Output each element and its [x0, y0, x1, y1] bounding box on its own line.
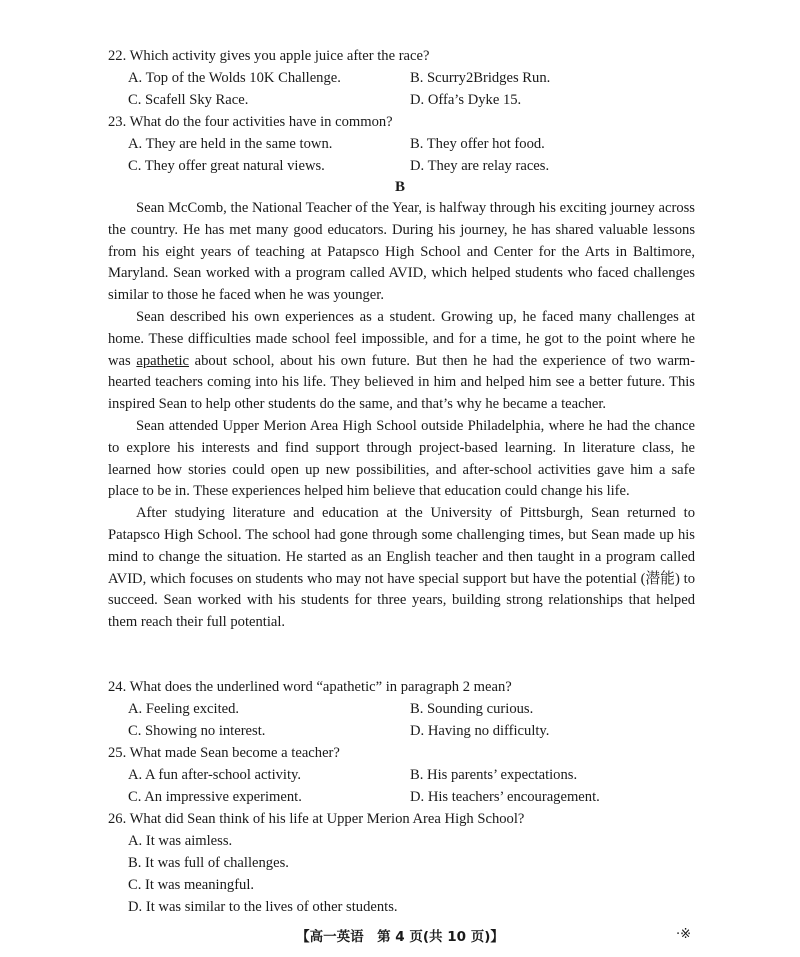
question-22-option-c: C. Scafell Sky Race.: [128, 92, 249, 108]
passage-paragraph-4: After studying literature and education at the University of Pittsburgh, Sean returned to Patapsco High School. The school had gone through some challenging times, but Sean made up his mind to change the situation. He started as an English teacher and then taught in a program called AVID, which focuses on students who may not have special support but have the potential (潜能) to succeed. Sean worked with his students for three years, building strong relationships that helped them reach their full potential.: [108, 505, 695, 631]
question-24-option-b: B. Sounding curious.: [410, 701, 534, 717]
page-footer: 【高一英语 第 4 页(共 10 页)】: [296, 929, 504, 945]
question-22-option-a: A. Top of the Wolds 10K Challenge.: [128, 70, 341, 86]
question-25-option-a: A. A fun after-school activity.: [128, 767, 302, 783]
question-24-stem: 24. What does the underlined word “apathetic” in paragraph 2 mean?: [108, 679, 512, 695]
question-22-option-d: D. Offa’s Dyke 15.: [410, 92, 522, 108]
question-25-option-d: D. His teachers’ encouragement.: [410, 789, 600, 805]
question-26-option-c: C. It was meaningful.: [128, 877, 255, 893]
paragraph-2-text-after: about school, about his own future. But then he had the experience of two warm-hearted teachers coming into his life. They believed in him and helped him see a better future. This inspired Sean to help other students do the same, and that’s why he became a teacher.: [108, 352, 695, 413]
question-25-option-b: B. His parents’ expectations.: [410, 767, 578, 783]
question-22-stem: 22. Which activity gives you apple juice after the race?: [108, 48, 430, 64]
question-26-option-d: D. It was similar to the lives of other students.: [128, 899, 398, 915]
question-23-option-b: B. They offer hot food.: [410, 136, 545, 152]
section-b-heading: B: [394, 179, 405, 195]
passage-paragraph-3: Sean attended Upper Merion Area High School outside Philadelphia, where he had the chance to explore his interests and find support through project-based learning. In literature class, he learned how stories could open up new possibilities, and after-school activities gave him a safe place to be in. These experiences helped him believe that education could change his life.: [108, 417, 695, 500]
passage-paragraph-1: Sean McComb, the National Teacher of the Year, is halfway through his exciting journey across the country. He has met many good educators. During his journey, he has shared valuable lessons from his eight years of teaching at Patapsco High School and Center for the Arts in Baltimore, Maryland. Sean worked with a program called AVID, which helped students who faced challenges similar to those he faced when he was younger.: [108, 200, 695, 304]
question-23-option-c: C. They offer great natural views.: [128, 158, 325, 174]
underlined-word-apathetic: apathetic: [136, 352, 190, 369]
question-22-option-b: B. Scurry2Bridges Run.: [410, 70, 551, 86]
passage-paragraph-2: [108, 307, 695, 416]
question-25-option-c: C. An impressive experiment.: [128, 789, 302, 805]
reading-passage: [108, 198, 695, 634]
question-23-stem: 23. What do the four activities have in common?: [108, 114, 393, 130]
question-24-option-c: C. Showing no interest.: [128, 723, 266, 739]
question-26-stem: 26. What did Sean think of his life at Upper Merion Area High School?: [108, 811, 525, 827]
question-26-option-a: A. It was aimless.: [128, 833, 233, 849]
question-24-option-d: D. Having no difficulty.: [410, 723, 550, 739]
question-23-option-a: A. They are held in the same town.: [128, 136, 333, 152]
question-23-option-d: D. They are relay races.: [410, 158, 550, 174]
question-24-option-a: A. Feeling excited.: [128, 701, 240, 717]
question-26-option-b: B. It was full of challenges.: [128, 855, 289, 871]
footer-mark: ·※: [676, 927, 692, 942]
paragraph-2-text-before: Sean described his own experiences as a student. Growing up, he faced many challenges at home. These difficulties made school feel impossible, and for a time, he got to the point where he was: [108, 308, 695, 369]
question-25-stem: 25. What made Sean become a teacher?: [108, 745, 340, 761]
